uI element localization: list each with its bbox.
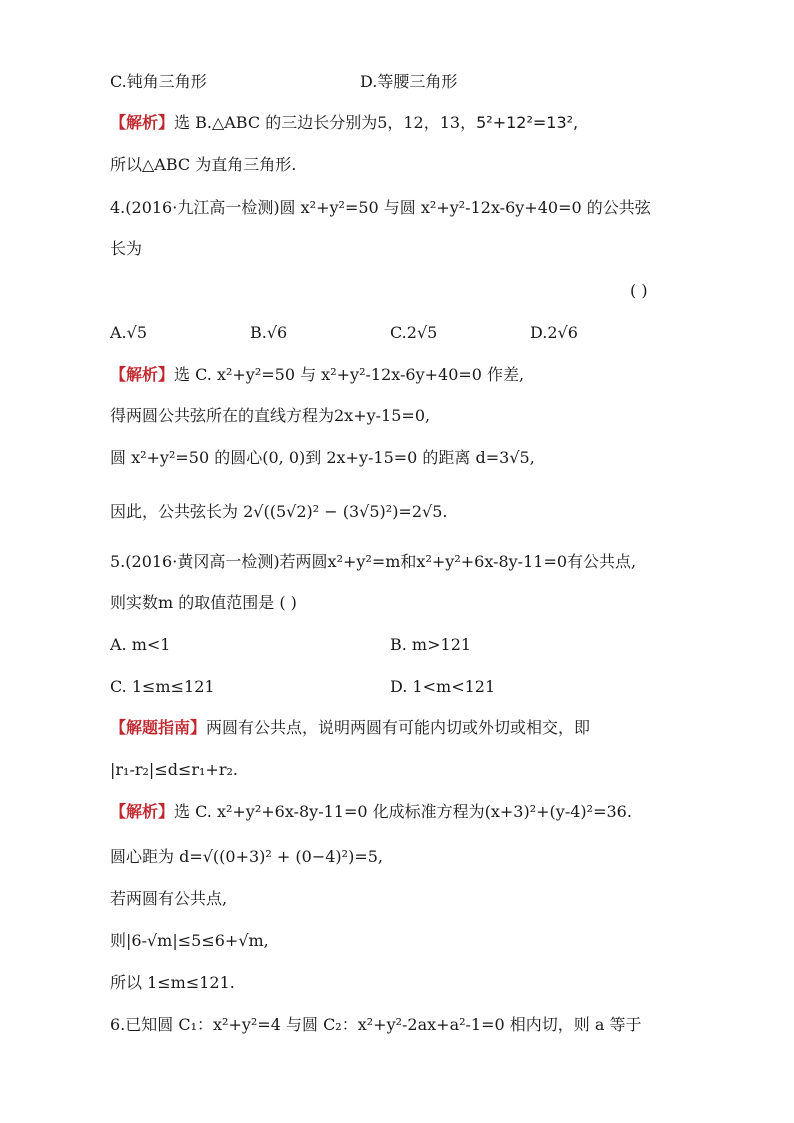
q5-guide-line1 [110,716,590,740]
q5-solution-text1: 选 C. x²+y²+6x-8y-11=0 化成标准方程为(x+3)²+(y-4)²=36. [174,802,632,821]
q4-solution-line1 [110,363,524,387]
q3-solution-line1 [110,111,578,135]
guide-tag: 【解题指南】 [110,718,207,737]
q3-option-d: D.等腰三角形 [360,72,458,91]
q3-option-c: C.钝角三角形 [110,72,207,91]
q5-solution-line4: 则|6-√m|≤5≤6+√m, [110,931,269,950]
q5-option-c: C. 1≤m≤121 [110,677,215,696]
q4-stem-line1: 4.(2016·九江高一检测)圆 x²+y²=50 与圆 x²+y²-12x-6y+40=0 的公共弦 [110,198,651,217]
q5-solution-line1 [110,800,632,824]
q4-answer-bracket: ( ) [630,281,648,300]
q3-solution-line2: 所以△ABC 为直角三角形. [110,155,297,174]
solution-tag: 【解析】 [110,113,175,132]
q4-solution-line4: 因此，公共弦长为 2√((5√2)² − (3√5)²)=2√5. [110,502,448,521]
q4-solution-line2: 得两圆公共弦所在的直线方程为2x+y-15=0, [110,406,431,425]
q4-solution-text1: 选 C. x²+y²=50 与 x²+y²-12x-6y+40=0 作差, [174,365,525,384]
q4-option-c: C.2√5 [390,323,438,342]
q5-solution-line3: 若两圆有公共点, [110,889,228,908]
q5-solution-line2: 圆心距为 d=√((0+3)² + (0−4)²)=5, [110,847,383,866]
q5-solution-line5: 所以 1≤m≤121. [110,973,235,992]
q5-stem-line2: 则实数m 的取值范围是 ( ) [110,593,297,612]
q5-option-a: A. m<1 [110,635,171,654]
q5-guide-text1: 两圆有公共点，说明两圆有可能内切或外切或相交，即 [206,718,591,737]
q5-stem-line1: 5.(2016·黄冈高一检测)若两圆x²+y²=m和x²+y²+6x-8y-11=0有公共点, [110,552,637,571]
q5-guide-line2: |r₁-r₂|≤d≤r₁+r₂. [110,760,238,779]
q4-solution-line3: 圆 x²+y²=50 的圆心(0, 0)到 2x+y-15=0 的距离 d=3√5, [110,448,535,467]
q5-option-d: D. 1<m<121 [390,677,496,696]
q5-option-b: B. m>121 [390,635,472,654]
q4-option-b: B.√6 [250,323,288,342]
q4-stem-line2: 长为 [110,239,143,258]
solution-tag: 【解析】 [110,365,175,384]
q4-option-d: D.2√6 [530,323,578,342]
q3-solution-eq: 5²+12²=13², [476,113,579,132]
solution-tag: 【解析】 [110,802,175,821]
q6-stem-line1: 6.已知圆 C₁：x²+y²=4 与圆 C₂：x²+y²-2ax+a²-1=0 相内切，则 a 等于 [110,1015,642,1034]
q3-solution-text: 选 B.△ABC 的三边长分别为5，12，13， [174,113,477,132]
q4-option-a: A.√5 [110,323,148,342]
